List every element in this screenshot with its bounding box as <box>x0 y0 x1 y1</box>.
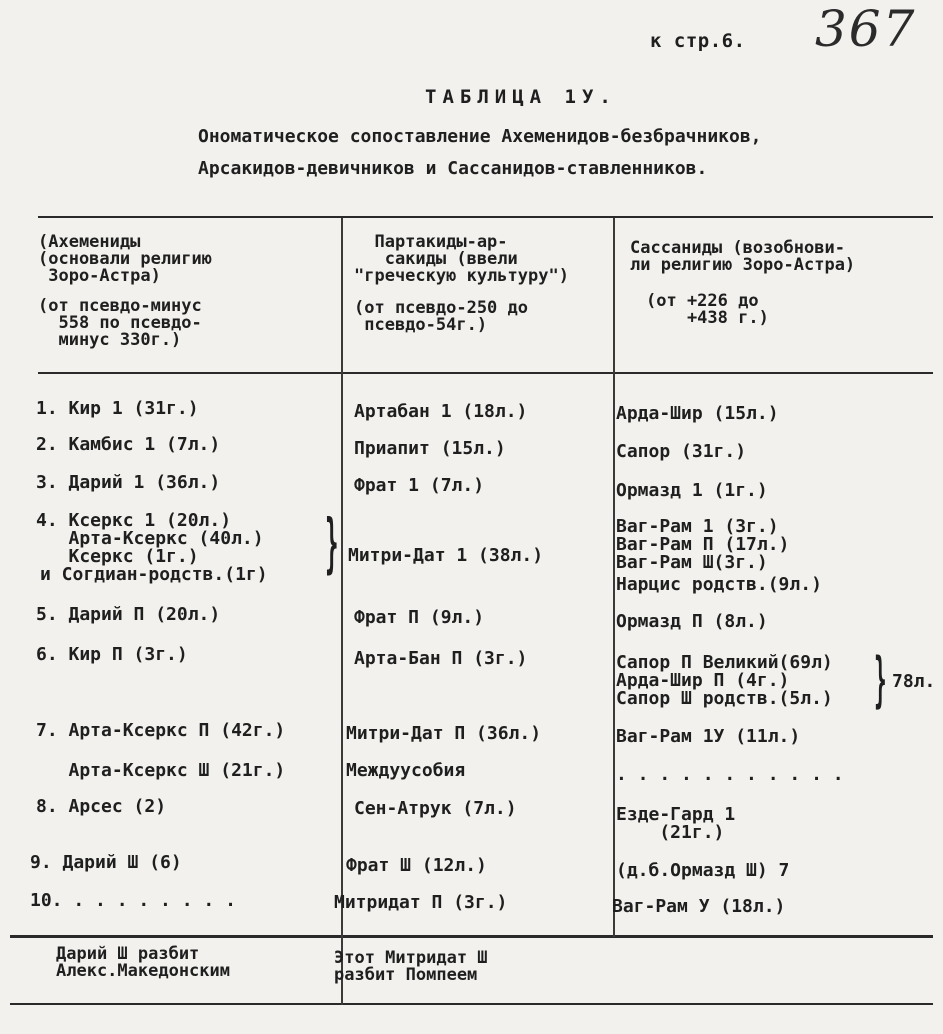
footer-parthian-line-2: разбит Помпеем <box>334 965 478 985</box>
col3-period-line-1: (от +226 до <box>646 291 759 311</box>
col2-header-line-3: "греческую культуру") <box>354 266 569 286</box>
row2-sassanid: Сапор (31г.) <box>616 441 747 462</box>
row9-parthian: Фрат Ш (12л.) <box>346 855 487 876</box>
row6-brace: } <box>874 645 887 715</box>
col1-header-line-1: (Ахемениды <box>38 232 141 252</box>
row7-achaemenid: 7. Арта-Ксеркс П (42г.) <box>36 720 286 741</box>
row1-achaemenid: 1. Кир 1 (31г.) <box>36 398 199 419</box>
footer-parthian-line-1: Этот Митридат Ш <box>334 948 488 968</box>
footer-achaemenid-line-2: Алекс.Македонским <box>56 961 230 981</box>
col3-header-line-2: ли религию Зоро-Астра) <box>630 255 856 275</box>
row9-sassanid: (д.б.Ормазд Ш) 7 <box>616 860 790 881</box>
row2-achaemenid: 2. Камбис 1 (7л.) <box>36 434 221 455</box>
row8-achaemenid: 8. Арсес (2) <box>36 796 167 817</box>
table-title: ТАБЛИЦА 1У. <box>425 86 617 108</box>
page-reference: к стр.6. <box>650 30 746 52</box>
row8-sassanid-line-1: Езде-Гард 1 <box>616 804 736 825</box>
col2-period-line-1: (от псевдо-250 до <box>354 298 528 318</box>
row3-achaemenid: 3. Дарий 1 (36л.) <box>36 472 221 493</box>
footer-achaemenid-line-1: Дарий Ш разбит <box>56 944 200 964</box>
row6-sassanid-line-2: Арда-Шир П (4г.) <box>616 670 790 691</box>
row7b-sassanid: . . . . . . . . . . . <box>616 764 844 785</box>
folio-number: 367 <box>815 0 917 58</box>
subtitle-line-1: Ономатическое сопоставление Ахеменидов-безбрачников, <box>198 126 762 147</box>
row7b-achaemenid: Арта-Ксеркс Ш (21г.) <box>36 760 286 781</box>
col1-header-line-2: (основали религию <box>38 249 212 269</box>
row4-sassanid-line-1: Ваг-Рам 1 (3г.) <box>616 516 779 537</box>
col1-header-line-3: Зоро-Астра) <box>38 266 161 286</box>
row7b-parthian: Междуусобия <box>346 760 466 781</box>
body-bottom-rule <box>10 935 933 938</box>
row10-parthian: Митридат П (3г.) <box>334 892 508 913</box>
row1-parthian: Артабан 1 (18л.) <box>354 401 528 422</box>
row4-achaemenid-line-1: 4. Ксеркс 1 (20л.) <box>36 510 232 531</box>
col3-header-line-1: Сассаниды (возобнови- <box>630 238 845 258</box>
row9-achaemenid: 9. Дарий Ш (6) <box>30 852 182 873</box>
row8-sassanid-line-2: (21г.) <box>616 822 725 843</box>
subtitle-line-2: Арсакидов-девичников и Сассанидов-ставленников. <box>198 158 708 179</box>
row1-sassanid: Арда-Шир (15л.) <box>616 403 779 424</box>
col2-period-line-2: псевдо-54г.) <box>354 315 488 335</box>
row2-parthian: Приапит (15л.) <box>354 438 506 459</box>
row4-sassanid-line-4: Нарцис родств.(9л.) <box>616 574 822 595</box>
col2-header-line-1: Партакиды-ар- <box>354 232 508 252</box>
row10-sassanid: Ваг-Рам У (18л.) <box>612 896 786 917</box>
row8-parthian: Сен-Атрук (7л.) <box>354 798 517 819</box>
row7-sassanid: Ваг-Рам 1У (11л.) <box>616 726 801 747</box>
row4-achaemenid-line-2: Арта-Ксеркс (40л.) <box>36 528 264 549</box>
col1-period-line-1: (от псевдо-минус <box>38 296 202 316</box>
row6-sassanid-total: 78л. <box>892 671 936 692</box>
row6-achaemenid: 6. Кир П (3г.) <box>36 644 188 665</box>
row5-achaemenid: 5. Дарий П (20л.) <box>36 604 221 625</box>
row4-sassanid-line-2: Ваг-Рам П (17л.) <box>616 534 790 555</box>
col1-period-line-2: 558 по псевдо- <box>38 313 202 333</box>
row6-parthian: Арта-Бан П (3г.) <box>354 648 528 669</box>
row6-sassanid-line-3: Сапор Ш родств.(5л.) <box>616 688 833 709</box>
col3-period-line-2: +438 г.) <box>646 308 769 328</box>
row4-sassanid-line-3: Ваг-Рам Ш(3г.) <box>616 552 768 573</box>
row5-parthian: Фрат П (9л.) <box>354 607 485 628</box>
row4-achaemenid-line-3: Ксеркс (1г.) <box>36 546 199 567</box>
row3-sassanid: Ормазд 1 (1г.) <box>616 480 768 501</box>
row5-sassanid: Ормазд П (8л.) <box>616 611 768 632</box>
table-bottom-rule <box>10 1003 933 1005</box>
table-top-rule <box>38 216 933 218</box>
row3-parthian: Фрат 1 (7л.) <box>354 475 485 496</box>
row10-achaemenid: 10. . . . . . . . . <box>30 890 236 911</box>
row7-parthian: Митри-Дат П (36л.) <box>346 723 542 744</box>
column-divider-1 <box>341 218 343 1005</box>
col2-header-line-2: сакиды (ввели <box>354 249 518 269</box>
column-divider-2 <box>613 218 615 937</box>
row4-achaemenid-line-4: и Согдиан-родств.(1г) <box>40 564 268 585</box>
col1-period-line-3: минус 330г.) <box>38 330 182 350</box>
row6-sassanid-line-1: Сапор П Великий(69л) <box>616 652 833 673</box>
row4-brace: } <box>325 507 339 581</box>
row4-parthian: Митри-Дат 1 (38л.) <box>348 545 544 566</box>
header-bottom-rule <box>38 372 933 374</box>
